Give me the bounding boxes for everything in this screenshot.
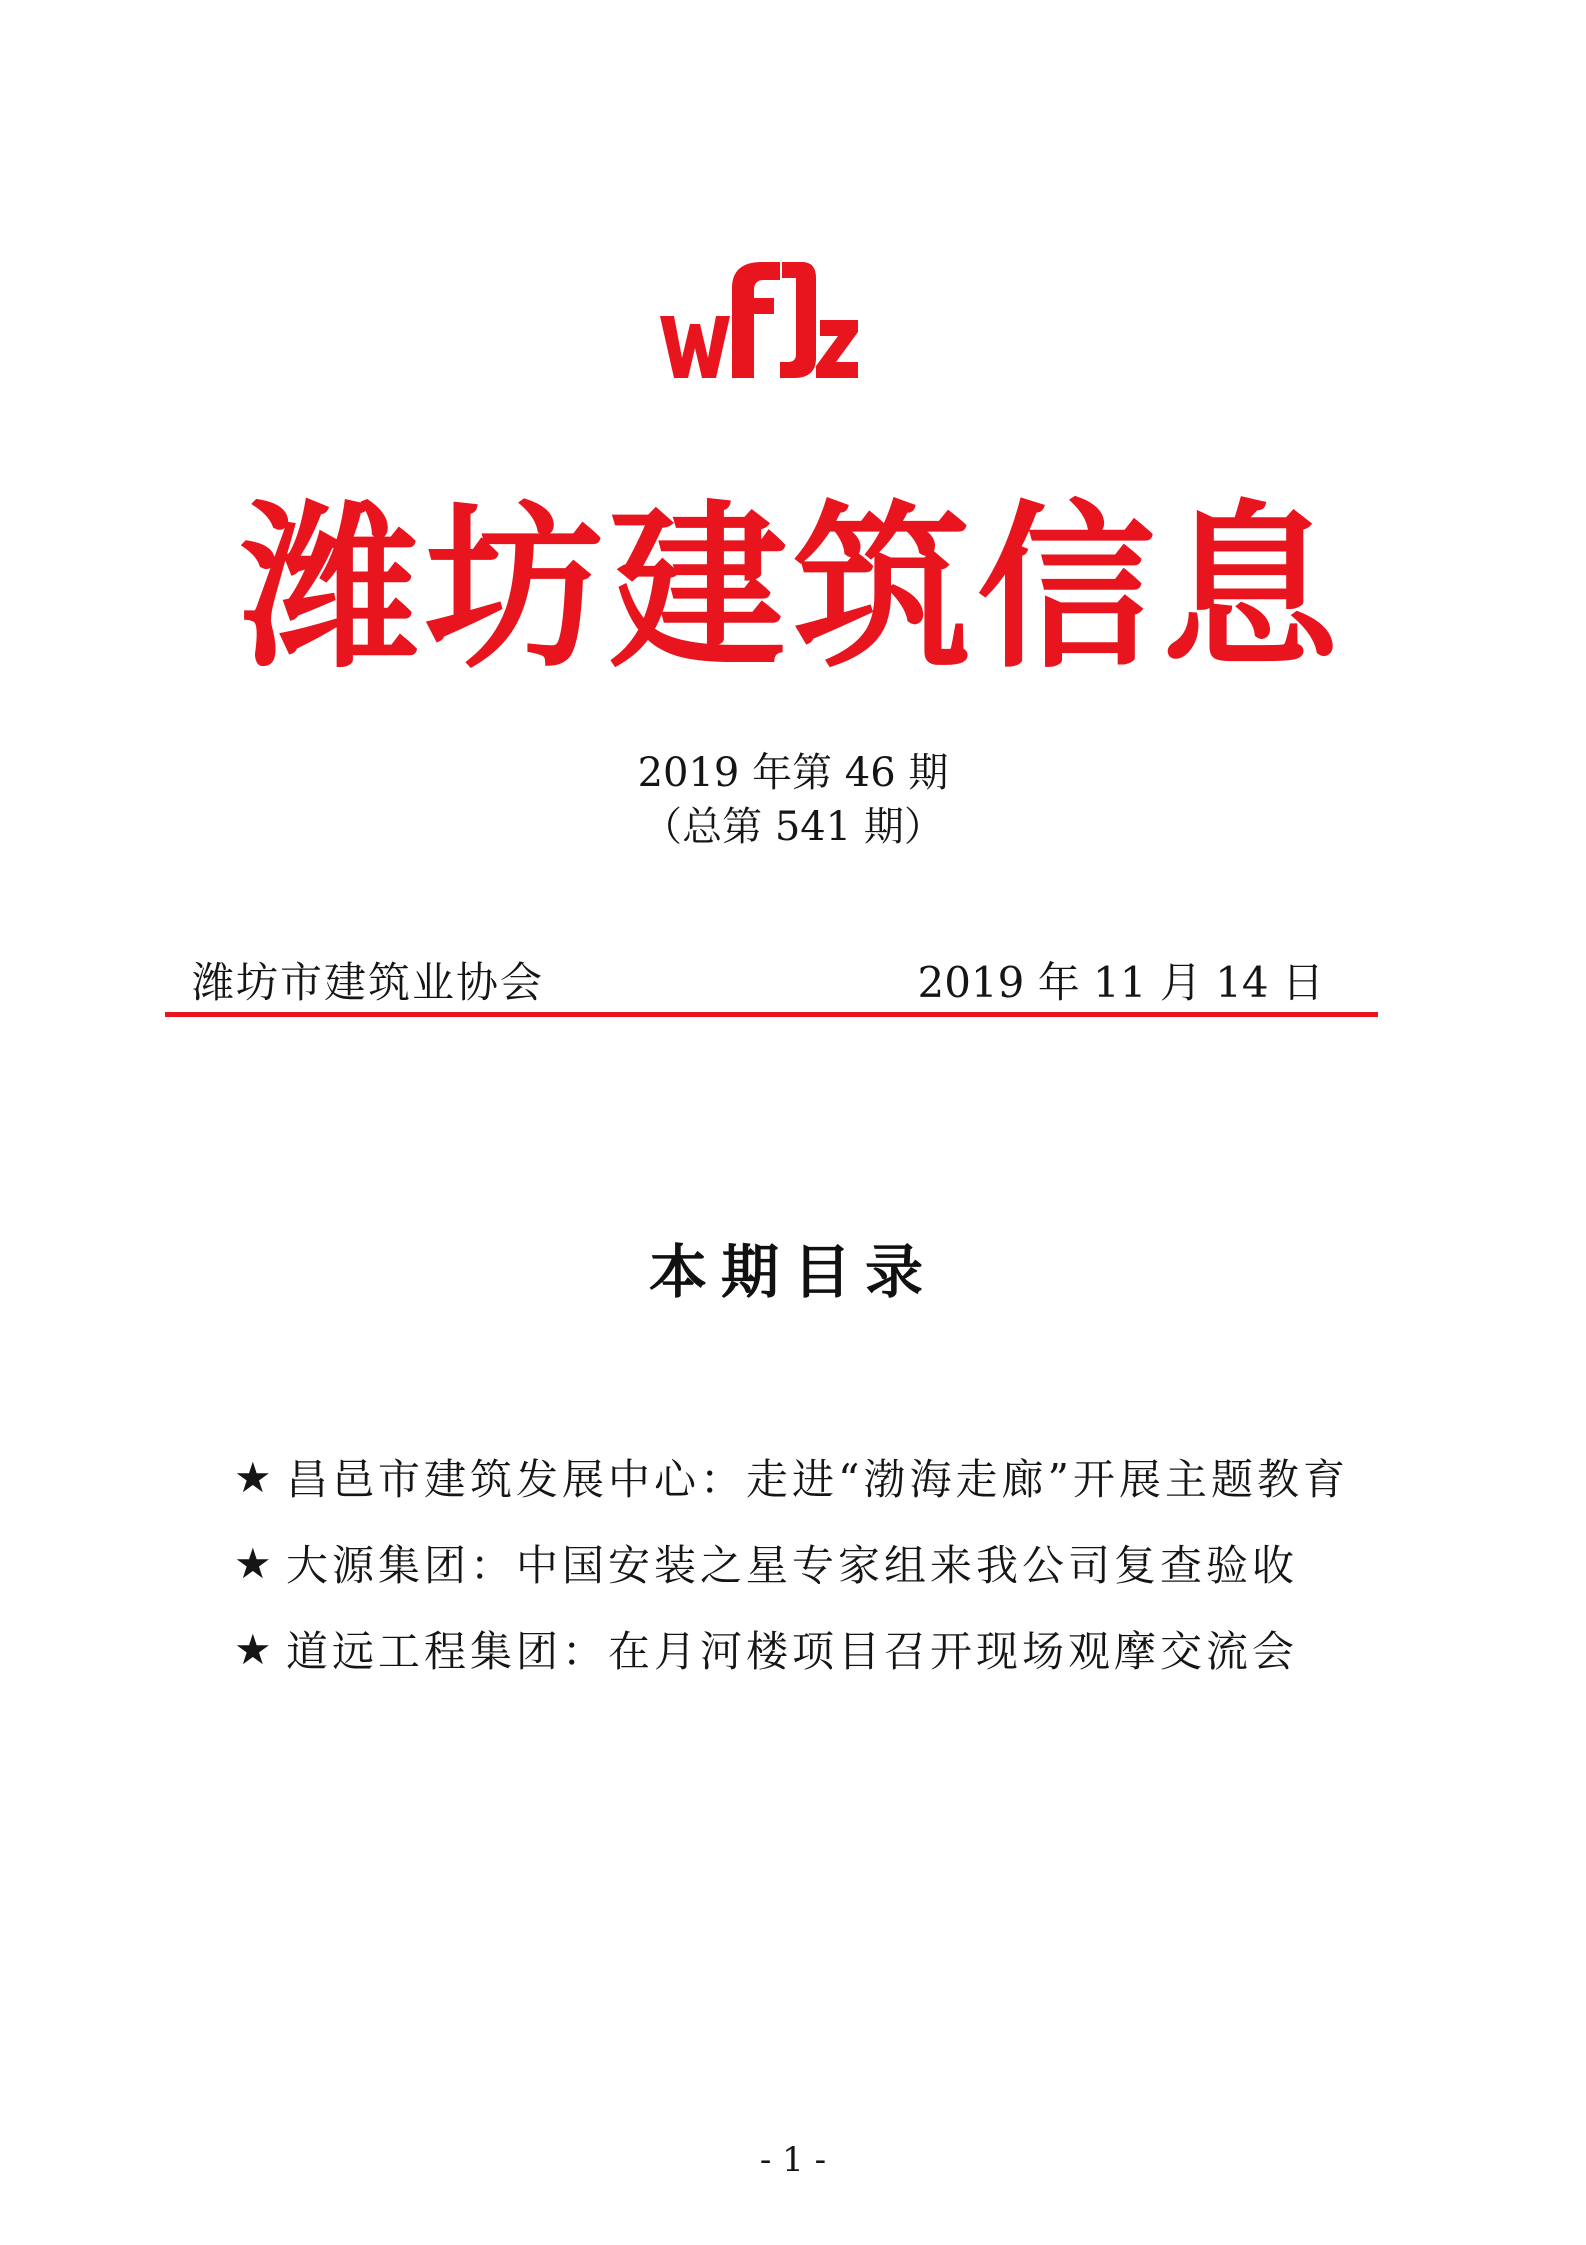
- star-icon: ★: [234, 1538, 276, 1588]
- star-icon: ★: [234, 1452, 276, 1502]
- issue-number: 2019 年第 46 期: [637, 750, 949, 796]
- toc-list: [234, 1434, 1384, 1692]
- wfjz-logo-icon: [652, 248, 862, 388]
- page-number: - 1 -: [759, 2140, 827, 2180]
- toc-title: 本期目录: [648, 1238, 937, 1306]
- header-divider: [165, 1012, 1378, 1017]
- publish-date: 2019 年 11 月 14 日: [917, 958, 1324, 1007]
- toc-item-text: 昌邑市建筑发展中心：走进“渤海走廊”开展主题教育: [286, 1455, 1349, 1504]
- toc-item: [234, 1434, 1384, 1520]
- toc-item: [234, 1606, 1384, 1692]
- publisher-organization: 潍坊市建筑业协会: [192, 958, 545, 1007]
- toc-item-text: 道远工程集团：在月河楼项目召开现场观摩交流会: [286, 1627, 1299, 1676]
- toc-item-text: 大源集团：中国安装之星专家组来我公司复查验收: [286, 1541, 1299, 1590]
- masthead-title: 潍坊建筑信息: [241, 483, 1345, 692]
- star-icon: ★: [234, 1624, 276, 1674]
- toc-item: [234, 1520, 1384, 1606]
- issue-total-number: （总第 541 期）: [642, 804, 944, 850]
